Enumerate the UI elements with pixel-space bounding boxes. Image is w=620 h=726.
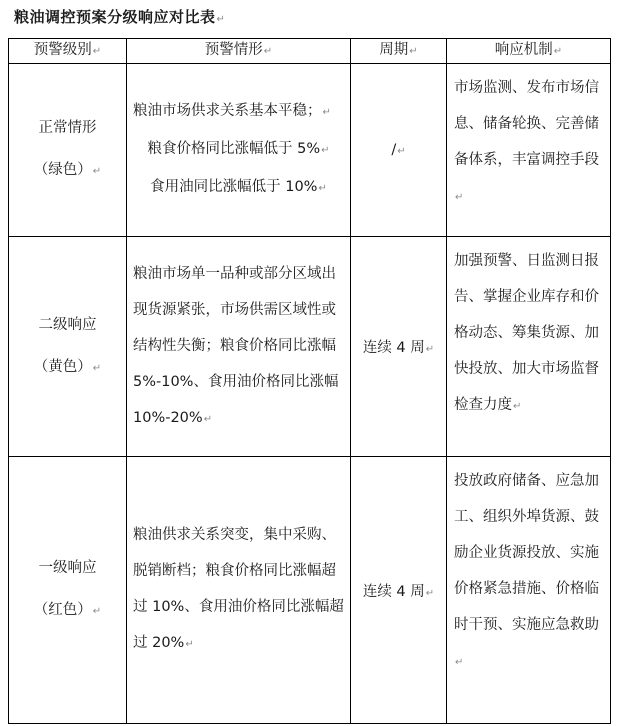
header-period-text: 周期 <box>379 42 409 58</box>
document-title-text: 粮油调控预案分级响应对比表 <box>14 8 216 26</box>
paragraph-mark-icon: ↵ <box>322 107 331 118</box>
level-cell-normal <box>9 64 127 237</box>
paragraph-mark-icon: ↵ <box>455 192 464 203</box>
header-period <box>351 39 447 64</box>
level-name: 二级响应 <box>38 316 97 333</box>
mechanism-cell-normal <box>447 64 611 237</box>
level-color-line <box>9 149 126 193</box>
situation-text <box>133 256 344 438</box>
table-row-normal <box>9 64 611 237</box>
period-cell-normal <box>351 64 447 237</box>
response-comparison-table <box>8 38 611 724</box>
situation-text-content: 粮油供求关系突变，集中采购、脱销断档；粮食价格同比涨幅超过 10%、食用油价格同比涨幅超过 20% <box>133 527 344 651</box>
paragraph-mark-icon: ↵ <box>92 606 102 617</box>
document-title <box>14 6 225 31</box>
situation-text-content: 粮油市场单一品种或部分区域出现货源紧张，市场供需区域性或结构性失衡；粮食价格同比涨幅 5%-10%、食用油价格同比涨幅 10%-20% <box>133 265 339 426</box>
paragraph-mark-icon: ↵ <box>216 14 226 25</box>
mechanism-text-content: 市场监测、发布市场信息、储备轮换、完善储备体系，丰富调控手段 <box>454 80 599 168</box>
level-color: （红色） <box>33 602 92 618</box>
mechanism-text <box>454 70 606 216</box>
situation-line <box>133 169 344 207</box>
paragraph-mark-icon: ↵ <box>455 657 464 668</box>
paragraph-mark-icon: ↵ <box>185 639 194 650</box>
situation-line <box>133 93 344 131</box>
mechanism-text <box>454 243 606 425</box>
mechanism-cell-yellow <box>447 237 611 457</box>
mechanism-text <box>454 463 606 681</box>
header-situation <box>127 39 351 64</box>
level-color: （黄色） <box>33 358 92 375</box>
paragraph-mark-icon: ↵ <box>425 587 435 599</box>
period-cell-red <box>351 457 447 724</box>
mechanism-text-content: 投放政府储备、应急加工、组织外埠货源、鼓励企业货源投放、实施价格紧急措施、价格临时干预、实施应急救助 <box>454 473 599 633</box>
header-level-text: 预警级别 <box>33 42 92 58</box>
paragraph-mark-icon: ↵ <box>92 46 102 57</box>
paragraph-mark-icon: ↵ <box>513 401 522 412</box>
paragraph-mark-icon: ↵ <box>553 46 563 57</box>
header-level <box>9 39 127 64</box>
table-row-red <box>9 457 611 724</box>
situation-line-text: 粮油市场供求关系基本平稳； <box>133 103 322 119</box>
paragraph-mark-icon: ↵ <box>263 46 273 57</box>
situation-cell-normal <box>127 64 351 237</box>
paragraph-mark-icon: ↵ <box>92 166 102 177</box>
paragraph-mark-icon: ↵ <box>203 413 213 425</box>
paragraph-mark-icon: ↵ <box>318 183 327 194</box>
level-name: 一级响应 <box>38 560 97 576</box>
level-cell-red <box>9 457 127 724</box>
situation-line-text: 粮食价格同比涨幅低于 5% <box>147 141 321 157</box>
period-text: / <box>391 142 397 158</box>
paragraph-mark-icon: ↵ <box>397 146 406 157</box>
level-color-line <box>9 346 126 390</box>
level-color-line <box>9 589 126 633</box>
period-cell-yellow <box>351 237 447 457</box>
paragraph-mark-icon: ↵ <box>409 46 418 57</box>
paragraph-mark-icon: ↵ <box>92 362 102 374</box>
situation-cell-yellow <box>127 237 351 457</box>
header-mechanism-text: 响应机制 <box>494 42 553 58</box>
paragraph-mark-icon: ↵ <box>321 145 330 156</box>
situation-line-text: 食用油同比涨幅低于 10% <box>150 179 318 195</box>
mechanism-text-content: 加强预警、日监测日报告、掌握企业库存和价格动态、筹集货源、加快投放、加大市场监督检查力度 <box>454 253 599 413</box>
table-row-yellow <box>9 237 611 457</box>
situation-text <box>133 517 344 663</box>
period-text: 连续 4 周 <box>362 583 425 600</box>
situation-cell-red <box>127 457 351 724</box>
level-name: 正常情形 <box>38 120 97 136</box>
level-cell-yellow <box>9 237 127 457</box>
header-mechanism <box>447 39 611 64</box>
level-color: （绿色） <box>33 162 92 178</box>
mechanism-cell-red <box>447 457 611 724</box>
table-header-row <box>9 39 611 64</box>
paragraph-mark-icon: ↵ <box>425 344 435 355</box>
situation-line <box>133 131 344 169</box>
header-situation-text: 预警情形 <box>204 42 263 58</box>
period-text: 连续 4 周 <box>362 340 425 356</box>
